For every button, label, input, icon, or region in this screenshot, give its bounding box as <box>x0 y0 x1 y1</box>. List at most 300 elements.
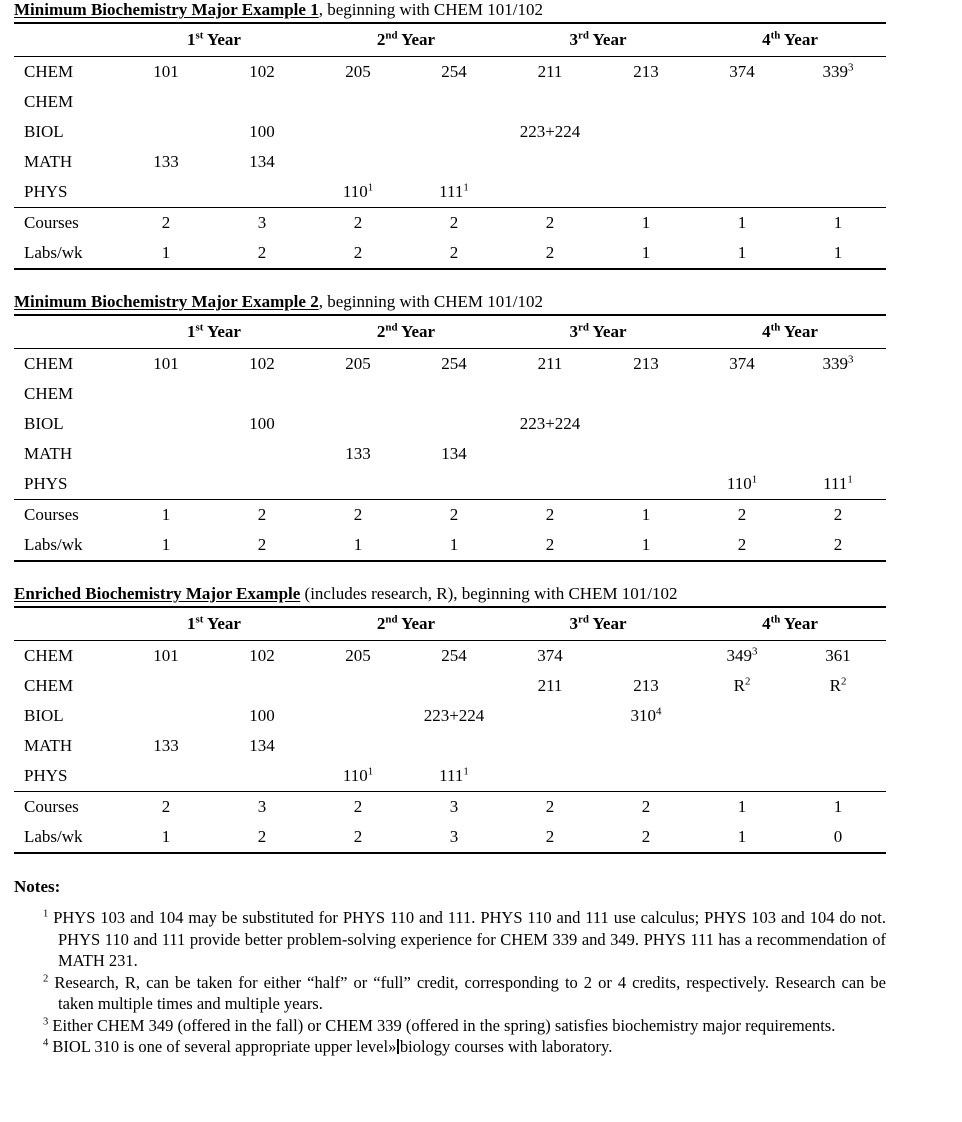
footnote-marker: 1 <box>463 181 469 194</box>
course-cell <box>310 379 406 409</box>
year-ordinal-suffix: rd <box>578 29 589 42</box>
course-cell <box>118 147 214 177</box>
course-row-label: BIOL <box>24 122 64 141</box>
year-word: Year <box>588 614 627 633</box>
course-cell <box>406 349 502 380</box>
course-cell <box>694 641 790 672</box>
year-number: 4 <box>762 614 771 633</box>
note-text-before-caret: BIOL 310 is one of several appropriate upper level» <box>52 1037 397 1056</box>
summary-cell: 1 <box>790 208 886 239</box>
summary-cell: 2 <box>694 500 790 531</box>
course-cell <box>694 87 790 117</box>
summary-cell: 1 <box>694 792 790 823</box>
course-cell <box>406 379 502 409</box>
course-cell <box>694 117 790 147</box>
course-cell <box>598 731 694 761</box>
course-cell <box>502 177 598 208</box>
year-header-1 <box>118 607 310 641</box>
section-title <box>0 584 962 606</box>
course-cell <box>502 641 598 672</box>
course-cell <box>310 177 406 208</box>
course-cell <box>406 641 502 672</box>
year-number: 2 <box>376 322 386 341</box>
summary-cell: 3 <box>214 208 310 239</box>
course-cell <box>310 439 406 469</box>
course-cell <box>790 439 886 469</box>
course-cell <box>502 469 598 500</box>
note-text: Research, R, can be taken for either “half” or “full” credit, corresponding to 2 or 4 credits, respectively. Research can be taken multiple times and multiple years. <box>54 972 887 1013</box>
summary-cell: 2 <box>310 208 406 239</box>
summary-row <box>14 792 886 823</box>
course-cell <box>406 147 502 177</box>
course-row-label: PHYS <box>24 182 68 201</box>
year-number: 3 <box>569 30 579 49</box>
course-cell <box>598 147 694 177</box>
footnote-marker: 1 <box>847 473 853 486</box>
course-cell <box>214 87 310 117</box>
year-header-4 <box>694 23 886 57</box>
year-word: Year <box>588 322 627 341</box>
course-cell-value: 205 <box>345 646 371 665</box>
summary-row <box>14 208 886 239</box>
year-number: 4 <box>762 30 771 49</box>
course-cell-value: 213 <box>633 354 659 373</box>
summary-cell: 2 <box>598 822 694 853</box>
footnote-marker: 1 <box>367 181 374 194</box>
footnote-marker: 3 <box>848 61 854 74</box>
year-word: Year <box>397 614 436 633</box>
summary-cell: 2 <box>118 208 214 239</box>
schedule-table <box>14 606 886 854</box>
section-spacer <box>0 854 962 876</box>
course-cell <box>214 379 310 409</box>
course-row <box>14 671 886 701</box>
section-title-bold: Minimum Biochemistry Major Example 2 <box>14 292 319 311</box>
course-cell <box>694 439 790 469</box>
summary-cell: 2 <box>406 500 502 531</box>
course-cell <box>502 57 598 88</box>
course-cell <box>406 117 502 147</box>
year-header-1 <box>118 23 310 57</box>
course-cell-value: 102 <box>249 646 275 665</box>
course-cell <box>118 87 214 117</box>
year-header-3 <box>502 607 694 641</box>
summary-cell: 1 <box>598 500 694 531</box>
course-cell-value: 134 <box>249 152 275 171</box>
course-cell <box>598 177 694 208</box>
course-cell <box>118 117 214 147</box>
summary-cell: 1 <box>694 822 790 853</box>
summary-row <box>14 530 886 561</box>
summary-cell: 1 <box>790 238 886 269</box>
course-cell-value: 361 <box>825 646 851 665</box>
section-title-rest: (includes research, R), beginning with CHEM 101/102 <box>300 584 678 603</box>
summary-cell: 2 <box>118 792 214 823</box>
course-cell <box>406 761 502 792</box>
course-cell-value: 339 <box>822 354 849 373</box>
course-cell <box>694 761 790 792</box>
course-row <box>14 439 886 469</box>
summary-cell: 1 <box>598 530 694 561</box>
year-word: Year <box>203 614 241 633</box>
course-row <box>14 641 886 672</box>
year-header-2 <box>310 23 502 57</box>
course-cell-value: 211 <box>537 676 563 695</box>
course-row-label: MATH <box>24 152 73 171</box>
year-header-4 <box>694 315 886 349</box>
year-ordinal-suffix: th <box>770 29 781 42</box>
section-title-rest: , beginning with CHEM 101/102 <box>318 292 544 311</box>
course-cell-value: 110 <box>342 182 368 201</box>
course-row <box>14 117 886 147</box>
course-cell <box>118 731 214 761</box>
course-cell <box>214 701 310 731</box>
course-row <box>14 731 886 761</box>
summary-cell: 2 <box>502 500 598 531</box>
note-item <box>43 1036 886 1058</box>
section-title-bold: Enriched Biochemistry Major Example <box>14 584 301 603</box>
summary-cell: 2 <box>502 792 598 823</box>
course-cell-value: 213 <box>633 676 659 695</box>
course-cell <box>406 701 502 731</box>
course-cell <box>214 349 310 380</box>
summary-cell: 1 <box>406 530 502 561</box>
notes-heading: Notes: <box>14 877 61 896</box>
summary-cell: 3 <box>406 792 502 823</box>
course-cell <box>310 469 406 500</box>
course-cell <box>406 731 502 761</box>
section-spacer <box>0 270 962 292</box>
year-header-3 <box>502 23 694 57</box>
course-cell <box>790 349 886 380</box>
summary-cell: 2 <box>598 792 694 823</box>
course-cell-value: 101 <box>153 62 179 81</box>
course-row-label: MATH <box>24 736 73 755</box>
course-cell <box>598 117 694 147</box>
summary-cell: 2 <box>694 530 790 561</box>
year-header-3 <box>502 315 694 349</box>
summary-cell: 1 <box>118 530 214 561</box>
summary-row-label: Labs/wk <box>14 822 118 853</box>
course-cell <box>694 731 790 761</box>
course-cell <box>406 469 502 500</box>
course-cell <box>598 671 694 701</box>
course-cell <box>118 671 214 701</box>
year-number: 3 <box>569 322 579 341</box>
note-marker: 1 <box>43 908 49 920</box>
course-cell-value: 100 <box>249 706 275 725</box>
year-ordinal-suffix: nd <box>385 29 398 42</box>
course-cell <box>790 147 886 177</box>
summary-cell: 1 <box>118 822 214 853</box>
course-cell-value: R <box>829 676 841 695</box>
summary-cell: 2 <box>790 530 886 561</box>
course-cell <box>502 701 598 731</box>
course-cell <box>310 57 406 88</box>
summary-cell: 2 <box>214 500 310 531</box>
course-cell <box>118 57 214 88</box>
footnote-marker: 4 <box>656 705 662 718</box>
course-row <box>14 349 886 380</box>
course-row-label: BIOL <box>24 414 64 433</box>
year-header-2 <box>310 315 502 349</box>
course-cell <box>118 349 214 380</box>
year-header-row <box>14 23 886 57</box>
course-cell <box>502 731 598 761</box>
course-cell <box>502 117 598 147</box>
summary-cell: 2 <box>406 208 502 239</box>
course-cell <box>598 469 694 500</box>
year-ordinal-suffix: th <box>770 321 781 334</box>
year-ordinal-suffix: nd <box>385 613 398 626</box>
course-cell <box>694 177 790 208</box>
course-row-label: CHEM <box>14 57 118 88</box>
course-cell <box>598 409 694 439</box>
course-cell <box>406 87 502 117</box>
course-cell <box>310 731 406 761</box>
footnote-marker: 1 <box>463 765 469 778</box>
course-cell-value: 134 <box>249 736 275 755</box>
course-cell <box>406 57 502 88</box>
course-row-label: CHEM <box>14 641 118 672</box>
schedule-section <box>0 292 962 584</box>
year-word: Year <box>203 30 241 49</box>
course-row-label: CHEM <box>24 384 74 403</box>
course-cell <box>118 469 214 500</box>
note-item <box>43 907 887 972</box>
course-cell-value: 374 <box>537 646 563 665</box>
course-cell <box>694 379 790 409</box>
course-cell-value: 254 <box>441 354 467 373</box>
course-cell <box>502 87 598 117</box>
note-text: PHYS 103 and 104 may be substituted for PHYS 110 and 111. PHYS 110 and 111 use calculus; PHYS 103 and 104 do not. PHYS 110 and 111 provide better problem-solving experience for CHEM 339 and 349. PHYS 111 has a recommendation of MATH 231. <box>53 908 887 970</box>
course-cell-value: 254 <box>441 646 467 665</box>
course-cell <box>214 731 310 761</box>
section-title <box>0 292 962 314</box>
year-ordinal-suffix: rd <box>578 613 589 626</box>
footnote-marker: 3 <box>848 353 854 366</box>
year-number: 2 <box>376 614 386 633</box>
schedule-section <box>0 0 962 292</box>
course-cell <box>118 761 214 792</box>
year-header-4 <box>694 607 886 641</box>
course-cell <box>406 671 502 701</box>
year-header-corner <box>14 607 118 641</box>
schedule-table <box>14 22 886 270</box>
course-cell <box>694 349 790 380</box>
course-cell-value: 100 <box>249 122 275 141</box>
course-row <box>14 177 886 208</box>
summary-cell: 2 <box>214 822 310 853</box>
course-cell-value: 223+224 <box>423 706 485 725</box>
year-header-2 <box>310 607 502 641</box>
summary-row-label: Courses <box>14 792 118 823</box>
year-header-corner <box>14 315 118 349</box>
course-cell <box>694 701 790 731</box>
course-cell <box>598 641 694 672</box>
schedule-table <box>14 314 886 562</box>
course-cell-value: 374 <box>729 354 755 373</box>
course-cell <box>790 641 886 672</box>
course-row <box>14 379 886 409</box>
course-cell <box>406 409 502 439</box>
course-cell <box>598 57 694 88</box>
year-number: 1 <box>187 614 196 633</box>
course-cell <box>790 701 886 731</box>
course-cell <box>214 761 310 792</box>
summary-row <box>14 822 886 853</box>
note-text-after-caret: biology courses with laboratory. <box>399 1037 613 1056</box>
course-cell-value: 349 <box>726 646 753 665</box>
year-word: Year <box>588 30 627 49</box>
course-row <box>14 701 886 731</box>
course-cell <box>310 641 406 672</box>
summary-cell: 2 <box>406 238 502 269</box>
course-cell-value: 100 <box>249 414 275 433</box>
course-cell <box>118 379 214 409</box>
course-cell-value: 254 <box>441 62 467 81</box>
course-cell <box>406 439 502 469</box>
course-cell-value: 223+224 <box>519 414 581 433</box>
course-cell-value: 205 <box>345 62 371 81</box>
course-cell <box>598 349 694 380</box>
summary-cell: 2 <box>214 238 310 269</box>
course-cell <box>598 701 694 731</box>
course-cell <box>118 177 214 208</box>
course-cell-value: 310 <box>630 706 657 725</box>
course-cell-value: 111 <box>823 474 848 493</box>
summary-cell: 0 <box>790 822 886 853</box>
course-row <box>14 57 886 88</box>
notes-section <box>0 876 962 1058</box>
year-header-1 <box>118 315 310 349</box>
course-cell-value: 101 <box>153 646 179 665</box>
year-word: Year <box>203 322 241 341</box>
course-cell <box>790 671 886 701</box>
course-cell <box>214 177 310 208</box>
summary-cell: 2 <box>502 208 598 239</box>
summary-cell: 2 <box>502 822 598 853</box>
summary-cell: 1 <box>790 792 886 823</box>
year-word: Year <box>780 322 818 341</box>
course-cell-value: 102 <box>249 62 275 81</box>
course-cell <box>502 349 598 380</box>
course-cell <box>790 469 886 500</box>
year-number: 4 <box>762 322 771 341</box>
year-number: 2 <box>376 30 386 49</box>
course-row <box>14 87 886 117</box>
course-cell-value: 211 <box>537 354 563 373</box>
summary-cell: 1 <box>694 238 790 269</box>
note-item <box>43 1015 886 1037</box>
footnote-marker: 3 <box>752 645 758 658</box>
course-cell <box>790 117 886 147</box>
course-cell-value: R <box>733 676 745 695</box>
course-cell-value: 102 <box>249 354 275 373</box>
course-cell <box>214 641 310 672</box>
course-cell <box>310 409 406 439</box>
course-cell-value: 110 <box>726 474 752 493</box>
course-cell <box>310 671 406 701</box>
course-cell-value: 339 <box>822 62 849 81</box>
year-header-corner <box>14 23 118 57</box>
course-cell-value: 110 <box>342 766 368 785</box>
course-cell <box>502 147 598 177</box>
summary-cell: 2 <box>790 500 886 531</box>
note-marker: 3 <box>43 1016 49 1027</box>
course-cell-value: 223+224 <box>519 122 581 141</box>
course-cell <box>502 379 598 409</box>
course-cell <box>598 439 694 469</box>
course-row <box>14 147 886 177</box>
note-marker: 4 <box>43 1037 49 1049</box>
course-cell <box>502 439 598 469</box>
course-row-label: BIOL <box>24 706 64 725</box>
course-cell <box>694 671 790 701</box>
course-cell-value: 133 <box>153 736 179 755</box>
footnote-marker: 2 <box>744 675 751 688</box>
footnote-marker: 2 <box>840 675 847 688</box>
summary-cell: 2 <box>310 238 406 269</box>
year-word: Year <box>397 30 436 49</box>
year-ordinal-suffix: nd <box>385 321 398 334</box>
year-ordinal-suffix: st <box>195 29 204 42</box>
summary-cell: 3 <box>406 822 502 853</box>
course-cell <box>118 641 214 672</box>
year-ordinal-suffix: st <box>195 321 204 334</box>
course-cell <box>310 87 406 117</box>
course-cell-value: 134 <box>441 444 467 463</box>
summary-cell: 1 <box>118 500 214 531</box>
course-cell <box>790 409 886 439</box>
course-cell <box>790 57 886 88</box>
footnote-marker: 1 <box>751 473 758 486</box>
course-cell <box>598 379 694 409</box>
course-cell <box>214 671 310 701</box>
course-cell-value: 205 <box>345 354 371 373</box>
summary-cell: 1 <box>694 208 790 239</box>
course-cell <box>310 761 406 792</box>
summary-cell: 2 <box>502 238 598 269</box>
summary-row-label: Labs/wk <box>14 238 118 269</box>
course-row <box>14 761 886 792</box>
course-cell <box>694 147 790 177</box>
summary-row-label: Courses <box>14 500 118 531</box>
course-row-label: MATH <box>24 444 73 463</box>
course-cell <box>310 701 406 731</box>
summary-row-label: Labs/wk <box>14 530 118 561</box>
course-cell-value: 101 <box>153 354 179 373</box>
text-cursor-caret <box>397 1039 399 1054</box>
year-word: Year <box>397 322 436 341</box>
course-cell <box>790 177 886 208</box>
year-number: 1 <box>187 322 196 341</box>
course-cell <box>118 409 214 439</box>
summary-cell: 1 <box>118 238 214 269</box>
summary-cell: 1 <box>598 208 694 239</box>
course-cell-value: 211 <box>537 62 563 81</box>
course-cell <box>406 177 502 208</box>
note-item <box>43 972 887 1015</box>
year-number: 1 <box>187 30 196 49</box>
course-cell-value: 374 <box>729 62 755 81</box>
course-cell <box>214 469 310 500</box>
course-cell <box>310 349 406 380</box>
year-header-row <box>14 607 886 641</box>
section-title-bold: Minimum Biochemistry Major Example 1 <box>14 0 319 19</box>
course-cell <box>790 87 886 117</box>
course-cell <box>214 57 310 88</box>
